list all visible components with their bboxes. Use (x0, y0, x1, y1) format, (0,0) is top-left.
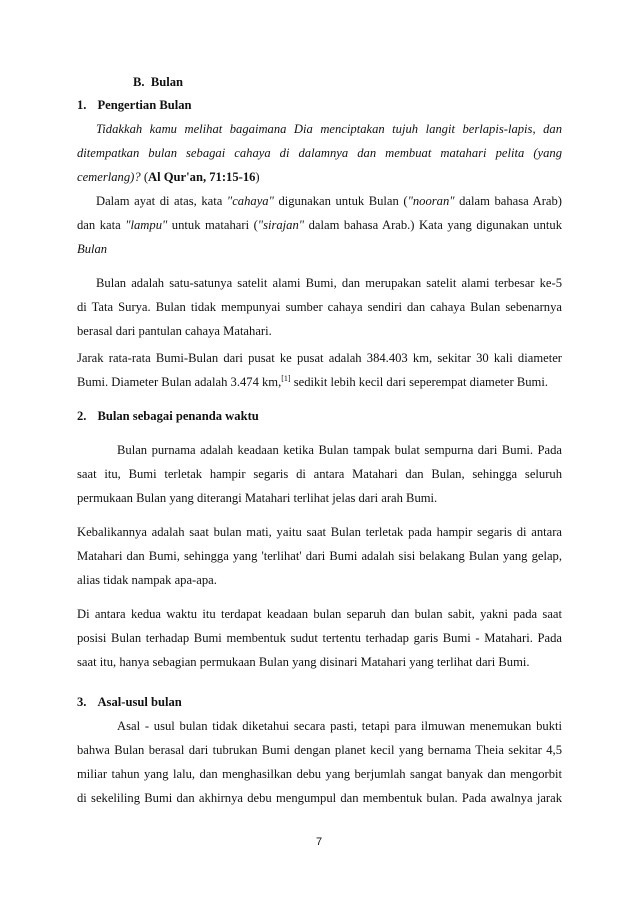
paragraph-line: di sekeliling Bumi dan akhirnya debu mengumpul dan membentuk bulan. Pada awalnya jarak (77, 791, 562, 805)
paragraph-line: Dalam ayat di atas, kata "cahaya" digunakan untuk Bulan ("nooran" dalam bahasa Arab) (96, 194, 562, 208)
paragraph-line: Bulan (77, 242, 108, 256)
paragraph-line: Jarak rata-rata Bumi-Bulan dari pusat ke pusat adalah 384.403 km, sekitar 30 kali diameter (77, 351, 562, 365)
citation-ref: [1] (281, 374, 291, 383)
paragraph-line: saat itu, Bumi terletak hampir segaris di antara Matahari dan Bulan, sehingga seluruh (77, 467, 562, 481)
paragraph-line: saat itu, hanya sebagian permukaan Bulan yang disinari Matahari yang terlihat dari Bumi. (77, 655, 530, 669)
paragraph-line: berasal dari pantulan cahaya Matahari. (77, 324, 272, 338)
paragraph-line: Kebalikannya adalah saat bulan mati, yaitu saat Bulan terletak pada hampir segaris di antara (77, 525, 562, 539)
paragraph-line: posisi Bulan terhadap Bumi membentuk sudut tertentu terhadap garis Bumi - Matahari. Pada (77, 631, 562, 645)
page-number: 7 (315, 836, 323, 848)
quote-reference: Al Qur'an, 71:15-16 (148, 170, 256, 184)
quote-line: Tidakkah kamu melihat bagaimana Dia menciptakan tujuh langit berlapis-lapis, dan (96, 122, 562, 136)
paragraph-line: dan kata "lampu" untuk matahari ("sirajan" dalam bahasa Arab.) Kata yang digunakan untuk (77, 218, 562, 232)
paragraph-line: Matahari dan Bumi, sehingga yang 'terlihat' dari Bumi adalah sisi belakang Bulan yang gelap, (77, 549, 562, 563)
paragraph-line: Asal - usul bulan tidak diketahui secara pasti, tetapi para ilmuwan menemukan bukti (117, 719, 562, 733)
section-title: Bulan (150, 75, 184, 89)
paragraph-line: permukaan Bulan yang diterangi Matahari terlihat jelas dari arah Bumi. (77, 491, 438, 505)
quote-line: ditempatkan bulan sebagai cahaya di dalamnya dan membuat matahari pelita (yang (77, 146, 562, 160)
section-marker: B. (133, 75, 145, 89)
paragraph-line: miliar tahun yang lalu, dan menghasilkan debu yang berjumlah sangat banyak dan mengorbit (77, 767, 562, 781)
paragraph-line: di Tata Surya. Bulan tidak mempunyai sumber cahaya sendiri dan cahaya Bulan sebenarnya (77, 300, 562, 314)
paragraph-line: alias tidak nampak apa-apa. (77, 573, 217, 587)
quote-line-last: cemerlang)? (Al Qur'an, 71:15-16) (77, 170, 260, 184)
subsection-heading-3: 3. Asal-usul bulan (77, 695, 182, 709)
paragraph-line: Bulan purnama adalah keadaan ketika Bulan tampak bulat sempurna dari Bumi. Pada (117, 443, 562, 457)
paragraph-line: Bumi. Diameter Bulan adalah 3.474 km,[1] sedikit lebih kecil dari seperempat diameter Bumi. (77, 374, 548, 389)
subsection-heading-1: 1. Pengertian Bulan (77, 98, 192, 112)
section-heading (133, 74, 183, 90)
paragraph-line: Bulan adalah satu-satunya satelit alami Bumi, dan merupakan satelit alami terbesar ke-5 (96, 276, 562, 290)
subsection-heading-2: 2. Bulan sebagai penanda waktu (77, 409, 259, 423)
paragraph-line: bahwa Bulan berasal dari tubrukan Bumi dengan planet kecil yang bernama Theia sekitar 4,5 (77, 743, 562, 757)
paragraph-line: Di antara kedua waktu itu terdapat keadaan bulan separuh dan bulan sabit, yakni pada saat (77, 607, 562, 621)
